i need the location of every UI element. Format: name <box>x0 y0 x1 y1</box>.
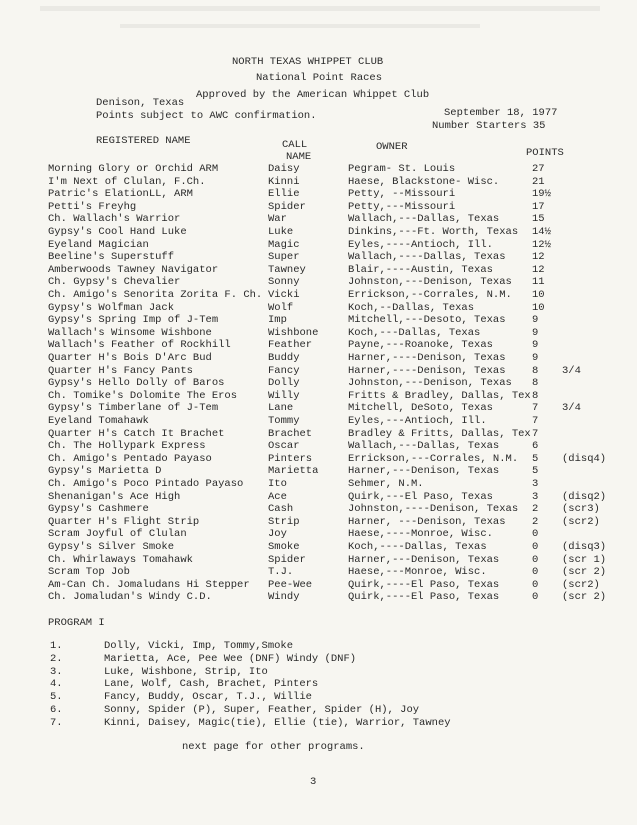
dog-call-name: Lane <box>268 402 294 415</box>
dog-owner: Koch,--Dallas, Texas <box>348 301 475 314</box>
dog-points: 11 <box>532 276 545 289</box>
dog-registered-name: Quarter H's Fancy Pants <box>48 364 193 377</box>
dog-call-name: Cash <box>268 503 294 516</box>
table-row <box>0 402 637 415</box>
dog-points: 2 <box>532 503 539 516</box>
dog-registered-name: Ch. Gypsy's Chevalier <box>48 276 181 289</box>
dog-call-name: Marietta <box>268 465 319 478</box>
dog-owner: Petty, --Missouri <box>348 188 456 201</box>
dog-call-name: Wishbone <box>268 326 319 339</box>
dog-registered-name: Wallach's Winsome Wishbone <box>48 326 212 339</box>
dog-points: 10 <box>532 301 545 314</box>
dog-registered-name: Quarter H's Catch It Brachet <box>48 427 225 440</box>
dog-points: 2 <box>532 515 539 528</box>
race-date: September 18, 1977 <box>444 107 558 119</box>
dog-call-name: Spider <box>268 553 306 566</box>
dog-points: 8 <box>532 377 539 390</box>
dog-call-name: Kinni <box>268 175 300 188</box>
column-header-call-name: NAME <box>286 151 312 163</box>
dog-call-name: Pinters <box>268 452 313 465</box>
dog-registered-name: Quarter H's Flight Strip <box>48 515 200 528</box>
next-page-note: next page for other programs. <box>182 741 365 753</box>
dog-registered-name: Gypsy's Cool Hand Luke <box>48 226 187 238</box>
points-note: (disq2) <box>562 490 607 503</box>
table-row <box>0 289 637 302</box>
dog-points: 21 <box>532 175 545 188</box>
dog-owner: Harner,----Denison, Texas <box>348 364 506 377</box>
table-row <box>0 440 637 453</box>
table-row <box>0 453 637 466</box>
column-header-registered-name: REGISTERED NAME <box>96 135 191 147</box>
table-row <box>0 554 637 567</box>
race-entrants: Dolly, Vicki, Imp, Tommy,Smoke <box>104 640 294 652</box>
points-note: (scr 1) <box>562 553 607 566</box>
dog-owner: Mitchell,---Desoto, Texas <box>348 314 506 327</box>
program-title: PROGRAM I <box>48 617 105 629</box>
points-note: (scr2) <box>562 515 600 528</box>
table-row <box>0 339 637 352</box>
points-note: (scr 2) <box>562 566 607 579</box>
dog-points: 3 <box>532 490 539 503</box>
dog-call-name: Magic <box>268 238 300 251</box>
dog-call-name: Dolly <box>268 377 300 390</box>
race-entrants: Fancy, Buddy, Oscar, T.J., Willie <box>104 691 312 704</box>
table-row <box>0 478 637 491</box>
dog-owner: Pegram- St. Louis <box>348 163 456 175</box>
dog-call-name: Spider <box>268 200 306 213</box>
dog-owner: Errickson,---Corrales, N.M. <box>348 452 519 465</box>
table-row <box>0 327 637 340</box>
column-header-call: CALL <box>282 139 308 151</box>
table-row <box>0 390 637 403</box>
dog-points: 0 <box>532 553 539 566</box>
dog-owner: Quirk,----El Paso, Texas <box>348 591 500 604</box>
bleed-through-mark <box>40 6 600 11</box>
dog-owner: Harner, ---Denison, Texas <box>348 515 506 528</box>
dog-registered-name: Quarter H's Bois D'Arc Bud <box>48 352 212 364</box>
dog-points: 17 <box>532 200 545 213</box>
dog-registered-name: Petti's Freyhg <box>48 200 137 213</box>
dog-registered-name: Am-Can Ch. Jomaludans Hi Stepper <box>48 578 250 591</box>
dog-registered-name: Ch. Tomike's Dolomite The Eros <box>48 389 238 402</box>
points-note: (scr2) <box>562 578 600 591</box>
points-note: (scr3) <box>562 503 600 516</box>
list-item <box>0 704 637 717</box>
table-row <box>0 491 637 504</box>
race-number: 6. <box>50 704 63 716</box>
dog-registered-name: Scram Top Job <box>48 566 130 579</box>
dog-registered-name: Morning Glory or Orchid ARM <box>48 163 219 175</box>
dog-call-name: Ace <box>268 490 287 503</box>
dog-points: 0 <box>532 541 539 553</box>
dog-owner: Wallach,---Dallas, Texas <box>348 213 500 226</box>
dog-points: 0 <box>532 566 539 579</box>
dog-call-name: Willy <box>268 389 300 402</box>
dog-owner: Haese,---Monroe, Wisc. <box>348 566 487 579</box>
table-row <box>0 176 637 189</box>
dog-points: 6 <box>532 440 539 453</box>
dog-registered-name: Gypsy's Wolfman Jack <box>48 301 175 314</box>
number-starters: Number Starters 35 <box>432 120 546 132</box>
dog-owner: Harner,----Denison, Texas <box>348 352 506 364</box>
dog-owner: Johnston,----Denison, Texas <box>348 503 519 516</box>
table-row <box>0 365 637 378</box>
dog-owner: Quirk,---El Paso, Texas <box>348 490 493 503</box>
dog-registered-name: Wallach's Feather of Rockhill <box>48 339 231 352</box>
dog-call-name: Oscar <box>268 440 300 453</box>
dog-registered-name: Ch. The Hollypark Express <box>48 440 206 453</box>
table-row <box>0 377 637 390</box>
dog-owner: Mitchell, DeSoto, Texas <box>348 402 493 415</box>
dog-points: 14½ <box>532 226 551 238</box>
points-note: (disq4) <box>562 452 607 465</box>
dog-call-name: Wolf <box>268 301 294 314</box>
dog-points: 9 <box>532 352 539 364</box>
table-row <box>0 516 637 529</box>
dog-call-name: Luke <box>268 226 294 238</box>
race-entrants: Luke, Wishbone, Strip, Ito <box>104 665 268 678</box>
dog-points: 0 <box>532 528 539 541</box>
table-row <box>0 428 637 441</box>
dog-registered-name: Gypsy's Spring Imp of J-Tem <box>48 314 219 327</box>
dog-registered-name: Amberwoods Tawney Navigator <box>48 263 219 276</box>
dog-points: 10 <box>532 289 545 301</box>
event-title: National Point Races <box>256 72 383 84</box>
table-row <box>0 591 637 604</box>
table-row <box>0 579 637 592</box>
dog-owner: Dinkins,---Ft. Worth, Texas <box>348 226 519 238</box>
dog-owner: Payne,---Roanoke, Texas <box>348 339 493 352</box>
table-row <box>0 239 637 252</box>
table-row <box>0 201 637 214</box>
race-entrants: Lane, Wolf, Cash, Brachet, Pinters <box>104 678 319 691</box>
table-row <box>0 352 637 365</box>
dog-registered-name: Eyeland Magician <box>48 238 149 251</box>
dog-points: 7 <box>532 402 539 415</box>
dog-registered-name: Gypsy's Cashmere <box>48 503 149 516</box>
dog-points: 15 <box>532 213 545 226</box>
race-entrants: Sonny, Spider (P), Super, Feather, Spider (H), Joy <box>104 704 420 716</box>
dog-owner: Haese, Blackstone- Wisc. <box>348 175 500 188</box>
dog-call-name: Brachet <box>268 427 313 440</box>
dog-points: 5 <box>532 465 539 478</box>
dog-owner: Johnston,---Denison, Texas <box>348 377 512 390</box>
dog-points: 3 <box>532 478 539 490</box>
approval-line: Approved by the American Whippet Club <box>196 89 430 101</box>
dog-points: 7 <box>532 427 539 440</box>
dog-points: 8 <box>532 389 539 402</box>
dog-registered-name: Gypsy's Timberlane of J-Tem <box>48 402 219 415</box>
dog-call-name: Tommy <box>268 415 300 427</box>
table-row <box>0 163 637 176</box>
dog-owner: Bradley & Fritts, Dallas, Tex <box>348 427 531 440</box>
bleed-through-mark <box>120 24 480 28</box>
table-row <box>0 188 637 201</box>
table-row <box>0 251 637 264</box>
dog-call-name: Joy <box>268 528 287 541</box>
table-row <box>0 264 637 277</box>
dog-owner: Eyles,---Antioch, Ill. <box>348 415 487 427</box>
table-row <box>0 566 637 579</box>
dog-call-name: Vicki <box>268 289 300 301</box>
list-item <box>0 666 637 679</box>
list-item <box>0 640 637 653</box>
race-entrants: Marietta, Ace, Pee Wee (DNF) Windy (DNF) <box>104 652 357 665</box>
dog-points: 9 <box>532 339 539 352</box>
dog-owner: Petty,---Missouri <box>348 200 456 213</box>
dog-call-name: Strip <box>268 515 300 528</box>
table-row <box>0 528 637 541</box>
dog-registered-name: Scram Joyful of Clulan <box>48 528 187 541</box>
table-row <box>0 465 637 478</box>
points-note: 3/4 <box>562 364 581 377</box>
dog-owner: Harner,---Denison, Texas <box>348 553 500 566</box>
race-number: 2. <box>50 652 63 665</box>
dog-owner: Haese,----Monroe, Wisc. <box>348 528 493 541</box>
dog-call-name: Sonny <box>268 276 300 289</box>
table-row <box>0 213 637 226</box>
dog-call-name: Imp <box>268 314 287 327</box>
dog-registered-name: Gypsy's Hello Dolly of Baros <box>48 377 225 390</box>
dog-call-name: Daisy <box>268 163 300 175</box>
list-item <box>0 653 637 666</box>
race-number: 5. <box>50 691 63 704</box>
dog-registered-name: Ch. Amigo's Senorita Zorita F. Ch. <box>48 289 263 301</box>
table-row <box>0 415 637 428</box>
dog-call-name: Pee-Wee <box>268 578 313 591</box>
dog-owner: Blair,----Austin, Texas <box>348 263 493 276</box>
dog-owner: Koch,----Dallas, Texas <box>348 541 487 553</box>
dog-registered-name: Eyeland Tomahawk <box>48 415 149 427</box>
dog-call-name: War <box>268 213 287 226</box>
dog-points: 7 <box>532 415 539 427</box>
dog-points: 9 <box>532 314 539 327</box>
race-number: 7. <box>50 716 63 729</box>
dog-registered-name: Beeline's Superstuff <box>48 251 175 264</box>
dog-points: 0 <box>532 591 539 604</box>
dog-call-name: Windy <box>268 591 300 604</box>
dog-call-name: Feather <box>268 339 313 352</box>
list-item <box>0 691 637 704</box>
dog-points: 12 <box>532 251 545 264</box>
dog-registered-name: I'm Next of Clulan, F.Ch. <box>48 175 206 188</box>
table-row <box>0 314 637 327</box>
table-row <box>0 302 637 315</box>
points-note: 3/4 <box>562 402 581 415</box>
dog-call-name: T.J. <box>268 566 294 579</box>
dog-registered-name: Patric's ElationLL, ARM <box>48 188 193 201</box>
dog-registered-name: Ch. Whirlaways Tomahawk <box>48 553 193 566</box>
dog-owner: Sehmer, N.M. <box>348 478 424 490</box>
dog-owner: Wallach,----Dallas, Texas <box>348 251 506 264</box>
list-item <box>0 678 637 691</box>
race-entrants: Kinni, Daisey, Magic(tie), Ellie (tie), Warrior, Tawney <box>104 716 451 729</box>
list-item <box>0 717 637 730</box>
dog-registered-name: Ch. Wallach's Warrior <box>48 213 181 226</box>
points-note: (disq3) <box>562 541 607 553</box>
dog-registered-name: Gypsy's Marietta D <box>48 465 162 478</box>
dog-registered-name: Gypsy's Silver Smoke <box>48 541 175 553</box>
dog-call-name: Smoke <box>268 541 300 553</box>
dog-call-name: Ellie <box>268 188 300 201</box>
race-number: 4. <box>50 678 63 691</box>
dog-owner: Harner,---Denison, Texas <box>348 465 500 478</box>
club-title: NORTH TEXAS WHIPPET CLUB <box>232 56 384 68</box>
column-header-points: POINTS <box>526 147 564 159</box>
location: Denison, Texas <box>96 97 185 109</box>
race-number: 3. <box>50 665 63 678</box>
dog-call-name: Buddy <box>268 352 300 364</box>
dog-points: 0 <box>532 578 539 591</box>
dog-call-name: Tawney <box>268 263 306 276</box>
race-number: 1. <box>50 640 63 652</box>
dog-call-name: Super <box>268 251 300 264</box>
dog-owner: Johnston,---Denison, Texas <box>348 276 512 289</box>
dog-points: 12½ <box>532 238 551 251</box>
dog-points: 27 <box>532 163 545 175</box>
dog-owner: Errickson,--Corrales, N.M. <box>348 289 512 301</box>
dog-owner: Wallach,---Dallas, Texas <box>348 440 500 453</box>
dog-owner: Eyles,----Antioch, Ill. <box>348 238 493 251</box>
dog-points: 5 <box>532 452 539 465</box>
dog-registered-name: Ch. Amigo's Poco Pintado Payaso <box>48 478 244 490</box>
dog-registered-name: Ch. Jomaludan's Windy C.D. <box>48 591 212 604</box>
confirmation-note: Points subject to AWC confirmation. <box>96 110 317 122</box>
dog-owner: Fritts & Bradley, Dallas, Tex <box>348 389 531 402</box>
dog-points: 8 <box>532 364 539 377</box>
page-number: 3 <box>310 776 317 788</box>
dog-call-name: Fancy <box>268 364 300 377</box>
dog-points: 9 <box>532 326 539 339</box>
dog-registered-name: Shenanigan's Ace High <box>48 490 181 503</box>
dog-points: 19½ <box>532 188 551 201</box>
column-header-owner: OWNER <box>376 141 408 153</box>
dog-call-name: Ito <box>268 478 287 490</box>
dog-owner: Quirk,----El Paso, Texas <box>348 578 500 591</box>
dog-owner: Koch,---Dallas, Texas <box>348 326 481 339</box>
dog-registered-name: Ch. Amigo's Pentado Payaso <box>48 452 212 465</box>
table-row <box>0 226 637 239</box>
points-note: (scr 2) <box>562 591 607 604</box>
table-row <box>0 503 637 516</box>
table-row <box>0 276 637 289</box>
table-row <box>0 541 637 554</box>
dog-points: 12 <box>532 263 545 276</box>
